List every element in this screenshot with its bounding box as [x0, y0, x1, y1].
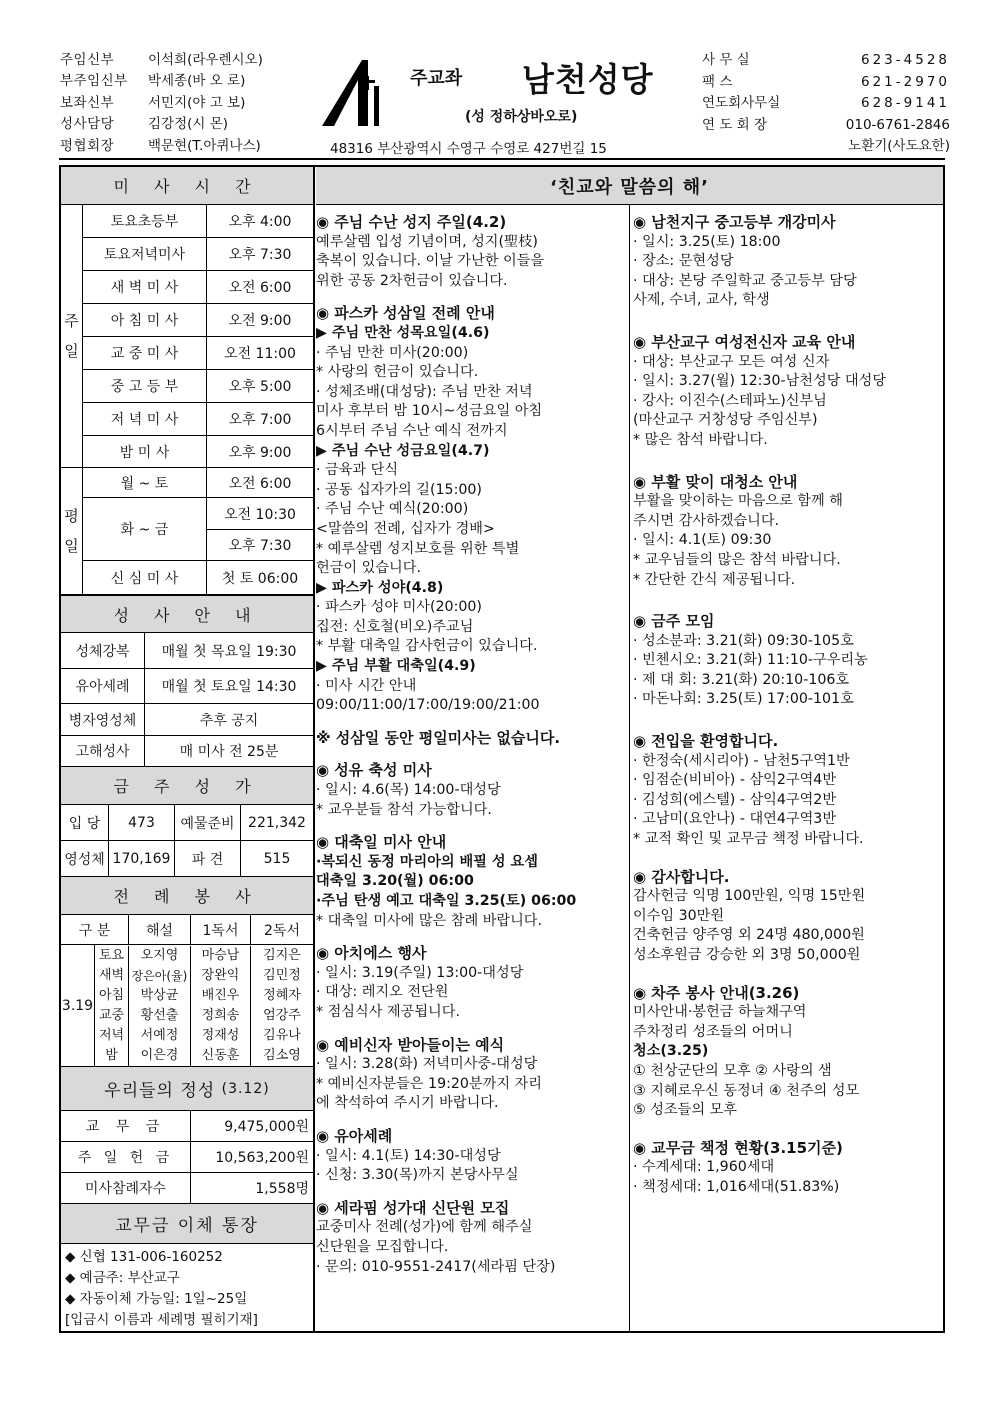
clergy-name: 박세종(바 오 로) — [148, 73, 246, 90]
mass-time: 오후 4:00 — [207, 205, 313, 238]
announcement-line: · 대상: 레지오 전단원 — [316, 984, 449, 1001]
liturgy-cell: 저녁 — [98, 1028, 125, 1043]
announcement-title: ◉ 예비신자 받아들이는 예식 — [316, 1035, 505, 1054]
announcement-line: * 점심식사 제공됩니다. — [316, 1003, 460, 1020]
announcement-line: · 임점순(비비아) - 삼익2구역4반 — [633, 772, 837, 789]
liturgy-cell: 정희송 — [201, 1008, 240, 1023]
liturgy-cell: 신동훈 — [201, 1048, 240, 1063]
announcement-line: · 금육과 단식 — [316, 462, 399, 479]
announcement-line: ▶ 주님 부활 대축일(4.9) — [316, 658, 476, 675]
clergy-name: 김강정(시 몬) — [148, 116, 229, 133]
contact-row — [702, 115, 950, 137]
announcement-line: 사제, 수녀, 교사, 학생 — [633, 292, 770, 309]
liturgy-cell: 배진우 — [201, 988, 240, 1003]
bank-line: ◆ 신협 131-006-160252 — [65, 1249, 223, 1265]
liturgy-header: 2독서 — [251, 915, 313, 945]
announcement-line: ·복되신 동정 마리아의 배필 성 요셉 — [316, 853, 538, 870]
mass-time: 오전 6:00 — [207, 271, 313, 304]
parish-prefix: 주교좌 — [410, 68, 463, 89]
liturgy-col-reading1 — [191, 946, 251, 1066]
liturgy-header: 해설 — [129, 915, 191, 945]
announcement-line: ▶ 주님 만찬 성목요일(4.6) — [316, 324, 490, 341]
mass-name: 토요초등부 — [83, 205, 207, 238]
announcement-title: ◉ 대축일 미사 안내 — [316, 833, 447, 852]
mass-name: 밤 미 사 — [83, 436, 207, 468]
liturgy-col-reading2 — [251, 946, 313, 1066]
mass-time: 오전 6:00 — [207, 468, 313, 498]
sacrament-name: 성체강복 — [61, 633, 145, 669]
announcement-line: * 대축일 미사에 많은 참례 바랍니다. — [316, 912, 543, 929]
announcement-line: 청소(3.25) — [633, 1043, 709, 1060]
announcement-line: · 한정숙(세시리아) - 남천5구역1반 — [633, 752, 850, 769]
bank-info — [65, 1247, 311, 1331]
announcement-line: * 사랑의 헌금이 있습니다. — [316, 364, 479, 381]
offering-value: 10,563,200원 — [191, 1142, 313, 1173]
announcement-title: ◉ 유아세례 — [316, 1126, 393, 1145]
clergy-role: 평협회장 — [60, 137, 115, 154]
announcement-line: 에 착석하여 주시기 바랍니다. — [316, 1095, 499, 1112]
contact-value: 628-9141 — [861, 95, 950, 112]
announcement-line: * 예루살렘 성지보호를 위한 특별 — [316, 540, 520, 557]
announcement-line: · 책정세대: 1,016세대(51.83%) — [633, 1178, 840, 1195]
mass-time: 오후 7:00 — [207, 403, 313, 436]
liturgy-cell: 박상균 — [140, 988, 179, 1003]
announcement-title: ◉ 차주 봉사 안내(3.26) — [633, 983, 800, 1002]
liturgy-cell: 황선출 — [140, 1008, 179, 1023]
announcement-title: ◉ 성유 축성 미사 — [316, 761, 432, 780]
announcement-title: ※ 성삼일 동안 평일미사는 없습니다. — [316, 728, 561, 747]
announcement-line: · 일시: 4.1(토) 14:30-대성당 — [316, 1147, 501, 1164]
sacrament-name: 병자영성체 — [61, 704, 145, 736]
liturgy-cell: 장은아(율) — [131, 969, 188, 983]
announcement-line: · 대상: 본당 주일학교 중고등부 담당 — [633, 272, 857, 289]
announcement-line: 미사 후부터 밤 10시~성금요일 아침 — [316, 403, 543, 420]
mass-name: 신 심 미 사 — [83, 561, 207, 595]
liturgy-heading: 전 례 봉 사 — [61, 877, 313, 915]
announcement-line: · 일시: 4.1(토) 09:30 — [633, 532, 772, 549]
announcement-line: 대축일 3.20(월) 06:00 — [316, 873, 474, 890]
liturgy-header: 구 분 — [61, 915, 129, 945]
parish-name: 남천성당 — [522, 60, 654, 99]
announcement-title: ◉ 세라핌 성가대 신단원 모집 — [316, 1198, 510, 1217]
announcement-line: 이수임 30만원 — [633, 907, 725, 924]
announcement-line: · 고남미(요안나) - 대연4구역3반 — [633, 811, 837, 828]
announcement-line: · 마돈나회: 3.25(토) 17:00-101호 — [633, 691, 854, 708]
mass-name: 화 ~ 금 — [83, 498, 207, 561]
announcement-line: · 제 대 회: 3.21(화) 20:10-106호 — [633, 671, 850, 688]
liturgy-col-mass — [95, 946, 129, 1066]
bank-heading: 교무금 이체 통장 — [61, 1204, 313, 1244]
announcements-col-2 — [633, 213, 943, 1198]
sacrament-name: 고해성사 — [61, 736, 145, 767]
mass-time: 오후 7:30 — [207, 238, 313, 271]
announcement-line: · 일시: 4.6(목) 14:00-대성당 — [316, 782, 501, 799]
offering-name: 미사참례자수 — [61, 1173, 191, 1204]
announcement-line: 성소후원금 강승한 외 3명 50,000원 — [633, 947, 861, 963]
contact-row — [702, 136, 950, 158]
announcements-col-1 — [316, 213, 628, 1277]
mass-name: 아 침 미 사 — [83, 304, 207, 337]
mass-time: 오전 11:00 — [207, 337, 313, 370]
announcement-line: * 예비신자분들은 19:20분까지 자리 — [316, 1075, 542, 1092]
contact-value: 623-4528 — [861, 52, 950, 68]
contact-label: 사 무 실 — [702, 52, 750, 68]
weekday-label: 평일 — [61, 468, 83, 595]
liturgy-cell: 마승남 — [201, 948, 240, 963]
announcement-title: ◉ 파스카 성삼일 전례 안내 — [316, 304, 495, 323]
clergy-role: 부주임신부 — [60, 73, 128, 90]
sunday-label: 주일 — [61, 205, 83, 468]
announcement-line: 부활을 맞이하는 마음으로 함께 해 — [633, 493, 843, 510]
announcement-title: ◉ 전입을 환영합니다. — [633, 732, 779, 751]
mass-time: 오후 5:00 — [207, 370, 313, 403]
liturgy-cell: 정재성 — [201, 1028, 240, 1043]
announcement-line: (마산교구 거창성당 주임신부) — [633, 412, 818, 429]
liturgy-cell: 김지은 — [263, 948, 301, 963]
liturgy-cell: 김유나 — [263, 1028, 301, 1043]
liturgy-cell: 교중 — [98, 1008, 125, 1023]
announcement-line: · 성소분과: 3.21(화) 09:30-105호 — [633, 632, 854, 649]
announcement-title: ◉ 금주 모임 — [633, 612, 715, 631]
announcement-line: 예루살렘 입성 기념이며, 성지(聖枝) — [316, 233, 538, 250]
bank-line: [입금시 이름과 세례명 필히기재] — [65, 1312, 258, 1328]
offering-value: 1,558명 — [191, 1173, 313, 1204]
announcement-line: · 공동 십자가의 길(15:00) — [316, 481, 482, 498]
column-divider — [313, 165, 315, 1333]
mass-name: 중 고 등 부 — [83, 370, 207, 403]
liturgy-cell: 오지영 — [140, 948, 179, 963]
liturgy-cell: 이은경 — [140, 1048, 179, 1063]
attendance-value: 221,342 — [241, 805, 313, 841]
church-logo-icon — [322, 58, 380, 128]
clergy-name: 백문현(T.아퀴나스) — [148, 137, 261, 154]
announcement-title: ◉ 아치에스 행사 — [316, 944, 427, 963]
announcement-title: ◉ 감사합니다. — [633, 867, 730, 886]
attendance-value: 515 — [241, 841, 313, 877]
offering-name: 주 일 헌 금 — [61, 1142, 191, 1173]
announcement-line: · 주님 수난 예식(20:00) — [316, 501, 469, 518]
announcement-line: · 문의: 010-9551-2417(세라핌 단장) — [316, 1258, 556, 1275]
offering-date: (3.12) — [221, 1080, 270, 1097]
announcement-line: 축복이 있습니다. 이날 가난한 이들을 — [316, 253, 545, 270]
announcement-title: ◉ 남천지구 중고등부 개강미사 — [633, 213, 836, 231]
announcement-line: 주시면 감사하겠습니다. — [633, 512, 780, 529]
announcement-line: 교중미사 전례(성가)에 함께 해주실 — [316, 1219, 533, 1236]
announcement-line: * 교우분들 참석 가능합니다. — [316, 801, 492, 818]
sacrament-value: 매월 첫 토요일 14:30 — [145, 669, 313, 704]
clergy-row — [60, 71, 310, 92]
bank-line: ◆ 예금주: 부산교구 — [65, 1270, 180, 1286]
contact-person: 노환기(사도요한) — [848, 138, 950, 155]
announcement-line: * 교적 확인 및 교무금 책정 바랍니다. — [633, 831, 864, 848]
contact-list — [702, 50, 950, 158]
sacrament-value: 매월 첫 목요일 19:30 — [145, 633, 313, 669]
contact-label: 연 도 회 장 — [702, 116, 768, 133]
liturgy-cell: 새벽 — [98, 968, 125, 983]
announcement-title: ◉ 교무금 책정 현황(3.15기준) — [633, 1138, 843, 1157]
mass-time: 오후 7:30 — [207, 530, 313, 561]
liturgy-cell: 정혜자 — [263, 988, 301, 1003]
announcement-line: 미사안내·봉헌금 하늘채구역 — [633, 1004, 807, 1021]
contact-row — [702, 93, 950, 115]
announcement-line: 신단원을 모집합니다. — [316, 1238, 449, 1255]
sacrament-value: 매 미사 전 25분 — [145, 736, 313, 767]
announcement-title: ◉ 부산교구 여성전신자 교육 안내 — [633, 332, 856, 351]
sacraments-heading: 성 사 안 내 — [61, 595, 313, 633]
sacrament-value: 추후 공지 — [145, 704, 313, 736]
announcement-line: <말씀의 전례, 십자가 경배> — [316, 520, 495, 537]
announcement-line: · 강사: 이진수(스테파노)신부님 — [633, 392, 827, 409]
clergy-name: 서민지(야 고 보) — [148, 94, 246, 111]
announcement-line: 집전: 신호철(비오)주교님 — [316, 618, 474, 635]
announcement-title: ◉ 부활 맞이 대청소 안내 — [633, 472, 798, 491]
mass-time: 오전 9:00 — [207, 304, 313, 337]
bank-line: ◆ 자동이체 가능일: 1일~25일 — [65, 1291, 248, 1307]
offering-value: 9,475,000원 — [191, 1111, 313, 1142]
offering-title: 우리들의 정성 — [104, 1081, 216, 1101]
announcement-line: · 일시: 3.28(화) 저녁미사중-대성당 — [316, 1056, 538, 1073]
liturgy-cell: 김민정 — [263, 968, 301, 983]
announcement-line: · 미사 시간 안내 — [316, 677, 417, 694]
clergy-role: 주임신부 — [60, 52, 115, 68]
offering-name: 교 무 금 — [61, 1111, 191, 1142]
announcement-line: ▶ 주님 수난 성금요일(4.7) — [316, 442, 490, 459]
announcement-line: 위한 공동 2차헌금이 있습니다. — [316, 272, 508, 289]
announcement-title: ◉ 주님 수난 성지 주일(4.2) — [316, 213, 507, 231]
announcement-line: ▶ 파스카 성야(4.8) — [316, 579, 444, 596]
mass-name: 교 중 미 사 — [83, 337, 207, 370]
announcement-line: · 대상: 부산교구 모든 여성 신자 — [633, 353, 830, 370]
sidebar — [61, 167, 313, 1331]
mass-name: 새 벽 미 사 — [83, 271, 207, 304]
clergy-role: 성사담당 — [60, 116, 115, 133]
mass-times-heading: 미 사 시 간 — [61, 167, 313, 205]
announcement-line: · 일시: 3.27(월) 12:30-남천성당 대성당 — [633, 373, 887, 390]
announcement-line: * 많은 참석 바랍니다. — [633, 431, 768, 448]
announcement-line: 09:00/11:00/17:00/19:00/21:00 — [316, 697, 540, 714]
contact-row — [702, 72, 950, 94]
attendance-value: 170,169 — [109, 841, 175, 877]
attendance-heading: 금 주 성 가 — [61, 767, 313, 805]
announcement-line: 건축헌금 양주영 외 24명 480,000원 — [633, 927, 865, 944]
sacrament-name: 유아세례 — [61, 669, 145, 704]
attendance-label: 영성체 — [61, 841, 109, 877]
announcement-line: 주차정리 성조들의 어머니 — [633, 1023, 793, 1040]
mass-name: 월 ~ 토 — [83, 468, 207, 498]
liturgy-cell: 아침 — [98, 988, 125, 1003]
mass-name: 토요저녁미사 — [83, 238, 207, 271]
mass-name: 저 녁 미 사 — [83, 403, 207, 436]
announcement-line: · 장소: 문현성당 — [633, 253, 734, 270]
clergy-row — [60, 50, 310, 71]
announcement-line: 헌금이 있습니다. — [316, 560, 421, 577]
announcement-line: * 교우님들의 많은 참석 바랍니다. — [633, 551, 841, 568]
announcement-line: ① 천상군단의 모후 ② 사랑의 샘 — [633, 1062, 832, 1079]
clergy-role: 보좌신부 — [60, 94, 115, 111]
clergy-list — [60, 50, 310, 157]
attendance-label: 입 당 — [61, 805, 109, 841]
liturgy-cell: 엄강주 — [263, 1008, 301, 1023]
announcement-line: ⑤ 성조들의 모후 — [633, 1102, 737, 1119]
clergy-row — [60, 93, 310, 114]
mass-time: 첫 토 06:00 — [207, 561, 313, 595]
announcement-line: · 빈첸시오: 3.21(화) 11:10-구우리농 — [633, 652, 868, 669]
attendance-label: 파 견 — [175, 841, 241, 877]
announcement-line: 감사헌금 익명 100만원, 익명 15만원 — [633, 888, 866, 905]
announcement-line: · 일시: 3.25(토) 18:00 — [633, 233, 781, 250]
parish-subtitle: (성 정하상바오로) — [465, 109, 578, 125]
liturgy-cell: 서예정 — [140, 1028, 179, 1043]
attendance-value: 473 — [109, 805, 175, 841]
announcement-line: · 일시: 3.19(주일) 13:00-대성당 — [316, 964, 524, 981]
announcement-line: · 성체조배(대성당): 주님 만찬 저녁 — [316, 383, 533, 400]
clergy-row — [60, 114, 310, 135]
mass-time: 오전 10:30 — [207, 498, 313, 530]
clergy-name: 이석희(라우렌시오) — [148, 52, 263, 68]
column-divider — [629, 205, 630, 1333]
contact-label: 팩 스 — [702, 73, 733, 90]
liturgy-cell: 장완익 — [201, 968, 240, 983]
announcement-line: * 부활 대축일 감사헌금이 있습니다. — [316, 638, 538, 655]
announcement-line: · 파스카 성야 미사(20:00) — [316, 599, 482, 616]
contact-label: 연도회사무실 — [702, 95, 781, 112]
announcement-line: * 간단한 간식 제공됩니다. — [633, 571, 796, 588]
liturgy-cell: 밤 — [105, 1048, 118, 1063]
liturgy-date: 3.19 — [61, 945, 95, 1067]
year-theme: ‘친교와 말씀의 해’ — [316, 167, 943, 205]
contact-value: 621-2970 — [861, 73, 950, 90]
liturgy-cell: 토요 — [98, 948, 125, 963]
offering-heading — [61, 1067, 313, 1111]
liturgy-cell: 김소영 — [263, 1048, 301, 1063]
contact-value: 010-6761-2846 — [845, 116, 950, 133]
contact-row — [702, 50, 950, 72]
announcement-line: · 주님 만찬 미사(20:00) — [316, 344, 469, 361]
liturgy-header: 1독서 — [191, 915, 251, 945]
announcement-line: · 수계세대: 1,960세대 — [633, 1159, 775, 1176]
announcement-line: 6시부터 주님 수난 예식 전까지 — [316, 422, 508, 439]
announcement-line: · 김성희(에스텔) - 삼익4구역2반 — [633, 791, 837, 808]
parish-address: 48316 부산광역시 수영구 수영로 427번길 15 — [330, 141, 607, 157]
liturgy-col-commentary — [129, 946, 191, 1066]
announcement-line: · 신청: 3.30(목)까지 본당사무실 — [316, 1167, 519, 1184]
mass-time: 오후 9:00 — [207, 436, 313, 468]
header-divider — [59, 158, 945, 160]
announcement-line: ·주님 탄생 예고 대축일 3.25(토) 06:00 — [316, 893, 577, 909]
announcement-line: ③ 지혜로우신 동정녀 ④ 천주의 성모 — [633, 1082, 860, 1099]
liturgy-roster — [95, 945, 313, 1067]
clergy-row — [60, 136, 310, 157]
attendance-label: 예물준비 — [175, 805, 241, 841]
